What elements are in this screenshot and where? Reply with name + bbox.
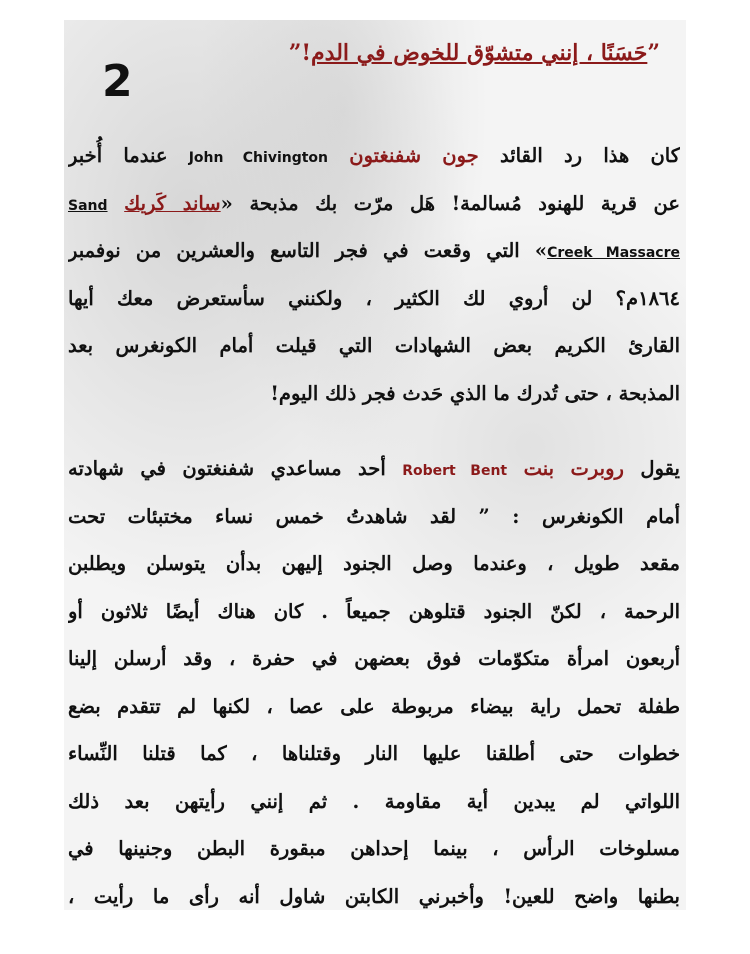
paragraph-1 <box>68 132 680 417</box>
name-arabic-chivington: جون شفنغتون <box>349 144 479 167</box>
paragraph-2-line-4: الرحمة ، لكنّ الجنود قتلوهن جميعاً . كان هناك أيضًا ثلاثون أو <box>68 599 680 623</box>
text-segment: يقول <box>640 457 680 480</box>
paragraph-1-line-2 <box>68 180 680 228</box>
name-english-chivington: John Chivington <box>188 150 329 166</box>
name-arabic-sand-creek: ساند كَريك <box>124 191 221 215</box>
name-english-sand: Sand <box>68 197 108 214</box>
paragraph-1-line-4: ١٨٦٤م؟ لن أروي لك الكثير ، ولكنني سأستعرض معك أيها <box>68 286 680 310</box>
paragraph-1-line-1 <box>68 132 680 180</box>
name-english-robert-bent: Robert Bent <box>402 463 508 479</box>
quote-title <box>289 40 660 66</box>
paragraph-2-line-6: طفلة تحمل راية بيضاء مربوطة على عصا ، لكنها لم تتقدم بضع <box>68 694 680 718</box>
paragraph-2-line-10: بطنها واضح للعين! وأخبرني الكابتن شاول أنه رأى ما رأيت ، <box>68 884 680 908</box>
paragraph-2-line-2: أمام الكونغرس : ” لقد شاهدتُ خمس نساء مختبئات تحت <box>68 504 680 528</box>
page-number: 2 <box>102 56 133 107</box>
paragraph-2-line-5: أربعون امرأة متكوّمات فوق بعضهن في حفرة ، وقد أرسلن إلينا <box>68 647 680 670</box>
text-segment: كان هذا رد القائد <box>499 144 680 167</box>
name-arabic-robert-bent: روبرت بنت <box>523 457 624 480</box>
text-segment: عندما أُخبر <box>68 144 168 167</box>
name-english-creek-massacre: Creek Massacre <box>547 245 680 261</box>
paragraph-2-line-3: مقعد طويل ، وعندما وصل الجنود إليهن بدأن يتوسلن ويطلبن <box>68 552 680 575</box>
text-segment: » التي وقعت في فجر التاسع والعشرين من نوفمبر <box>68 239 548 262</box>
paragraph-1-line-3 <box>68 227 680 275</box>
title-open-quote: ” <box>647 40 660 66</box>
paragraph-2-line-1 <box>68 445 680 493</box>
text-segment: أحد مساعدي شفنغتون في شهادته <box>68 457 386 480</box>
paragraph-2-line-9: مسلوخات الرأس ، بينما إحداهن مبقورة البطن وجنينها في <box>68 837 680 860</box>
title-close: !” <box>288 40 312 66</box>
paragraph-1-line-5: القارئ الكريم بعض الشهادات التي قيلت أمام الكونغرس بعد <box>68 334 680 357</box>
text-segment: عن قرية للهنود مُسالمة! هَل مرّت بك مذبحة « <box>220 191 680 215</box>
title-text: حَسَنًا ، إنني متشوّق للخوض في الدم <box>311 40 648 66</box>
paragraph-2 <box>68 445 680 920</box>
paragraph-2-line-7: خطوات حتى أطلقنا عليها النار وقتلناها ، كما قتلنا النِّساء <box>68 742 680 765</box>
paragraph-2-line-8: اللواتي لم يبدين أية مقاومة . ثم إنني رأيتهن بعد ذلك <box>68 789 680 813</box>
paragraph-1-line-6: المذبحة ، حتى تُدرك ما الذي حَدث فجر ذلك اليوم! <box>270 381 680 405</box>
